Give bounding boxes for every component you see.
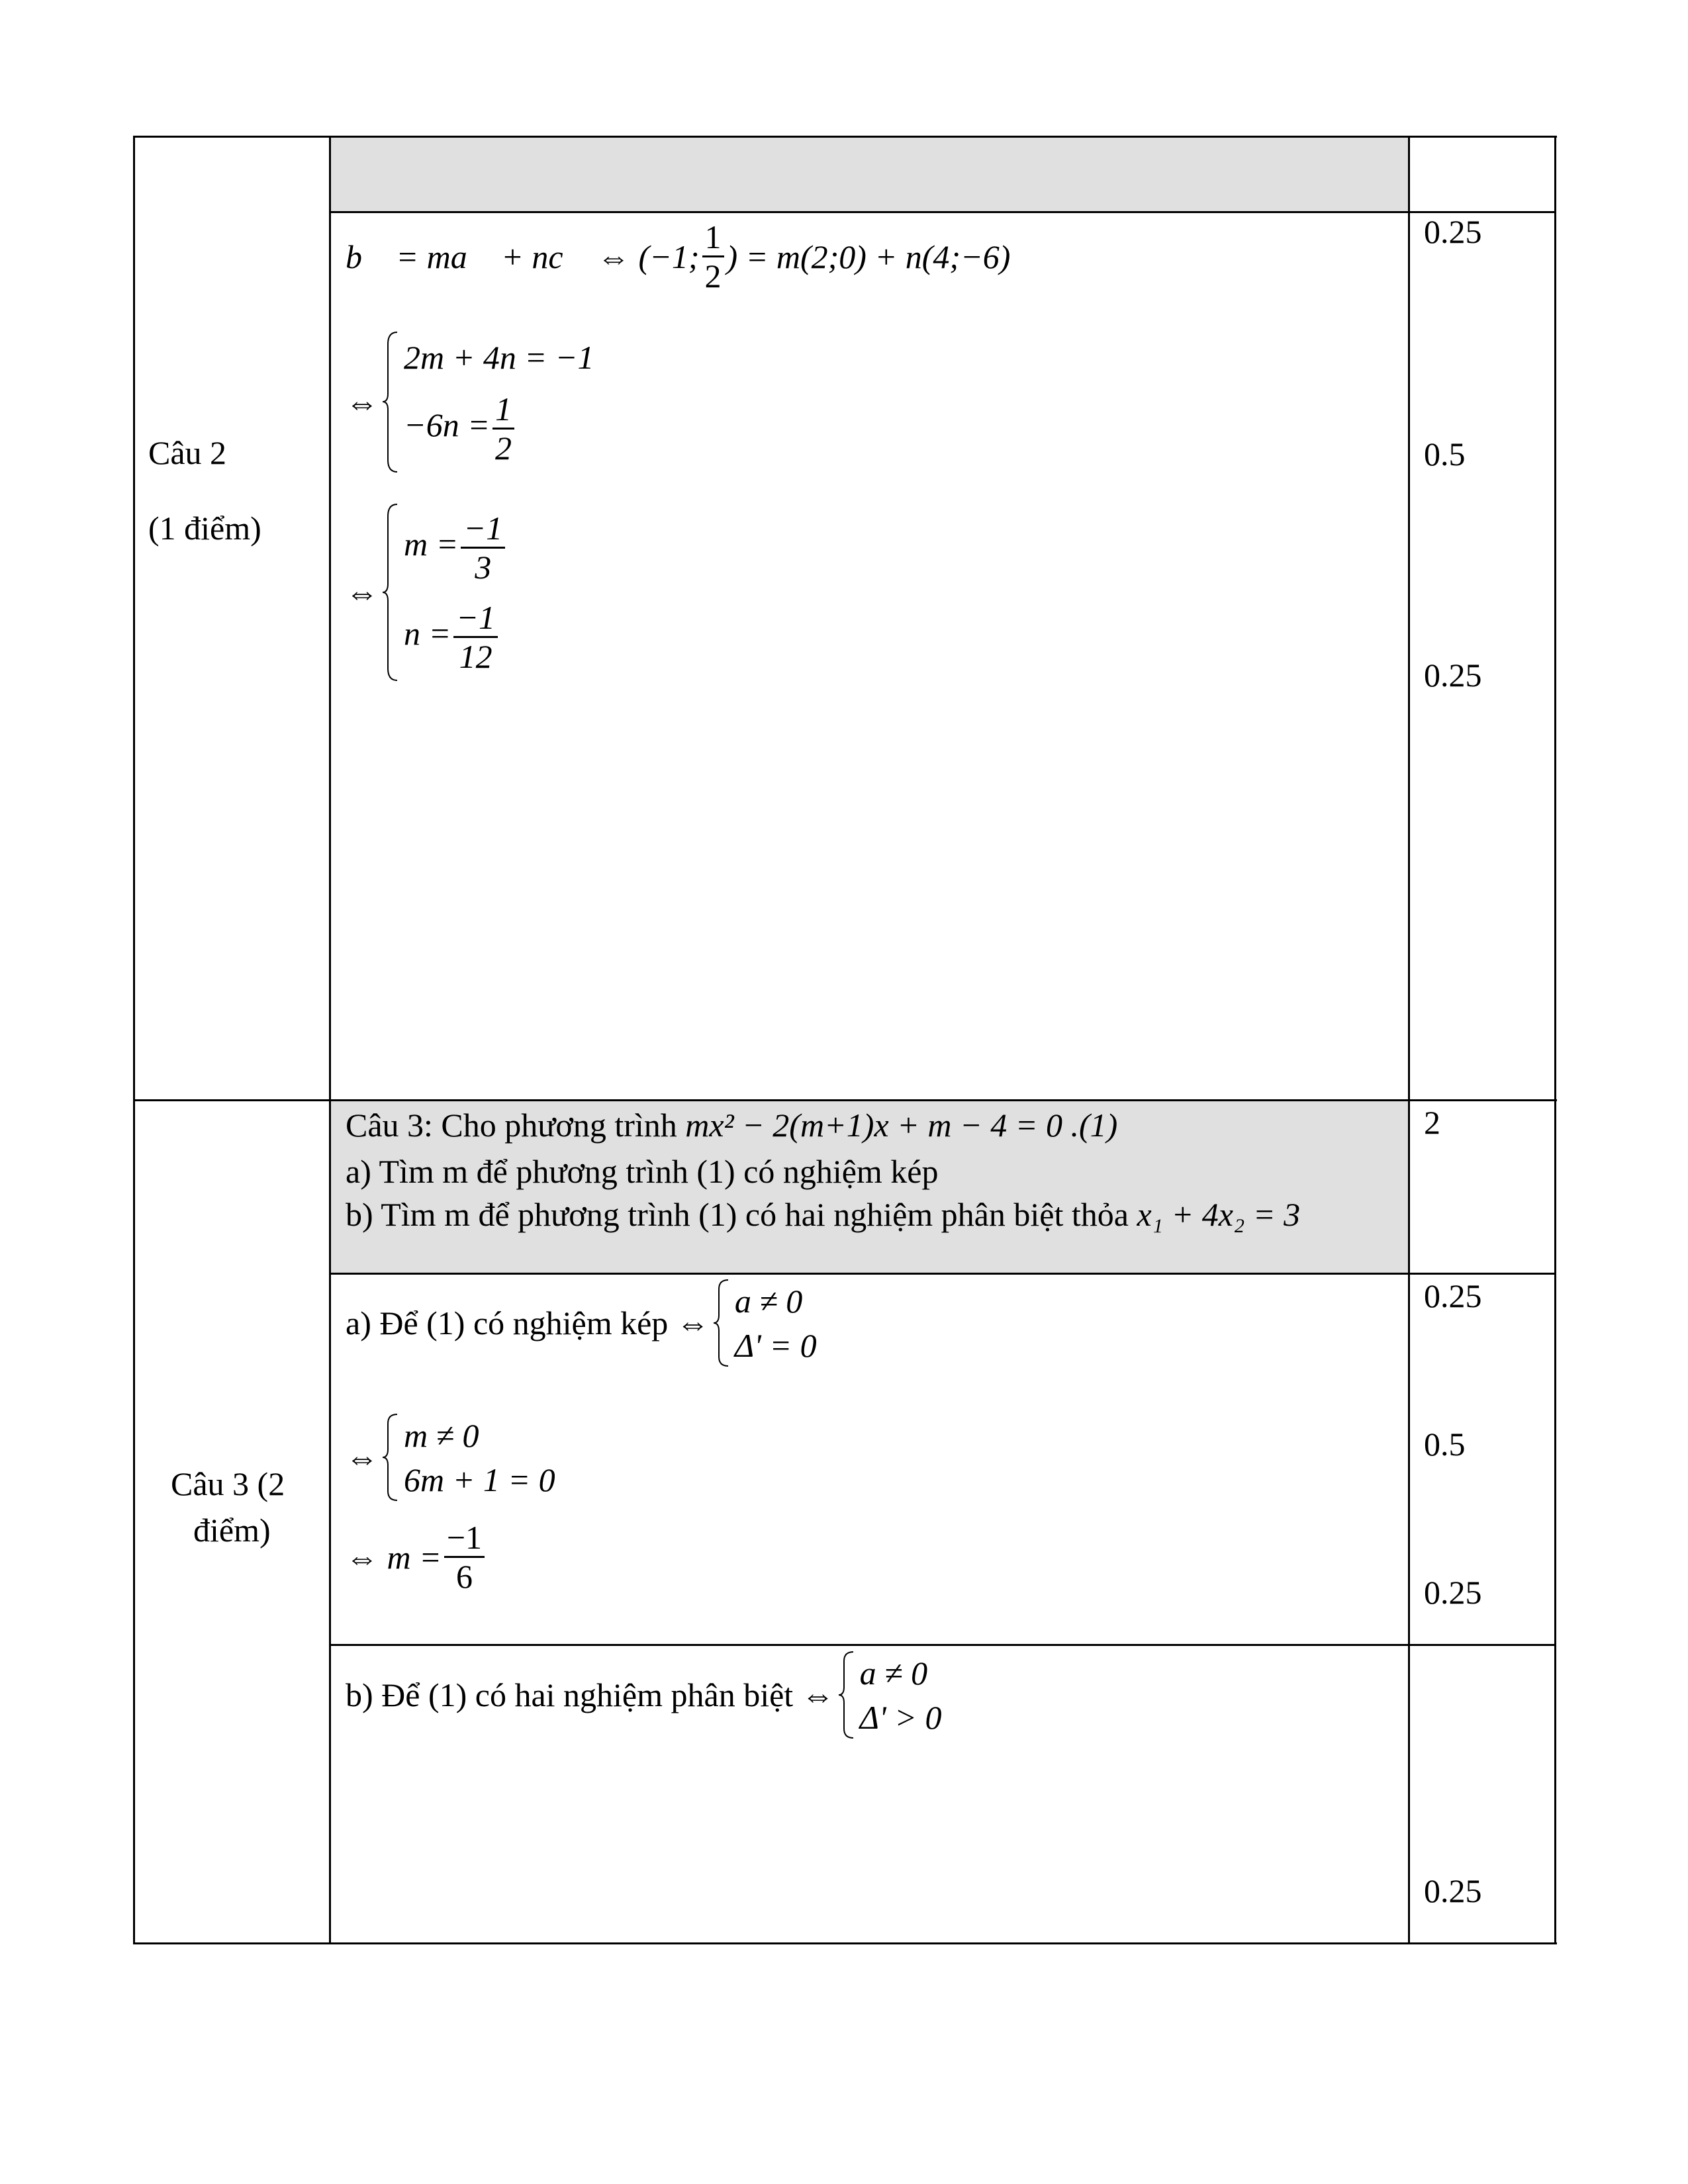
question-intro: Câu 3: Cho phương trình: [346, 1107, 677, 1144]
cau2-system-1: [346, 331, 594, 473]
system-row: a ≠ 0: [859, 1654, 928, 1692]
denominator: 2: [704, 257, 722, 295]
table-border-top: [134, 136, 1557, 138]
brace-icon: [712, 1279, 731, 1367]
brace-icon: [837, 1651, 856, 1739]
question-line-1: [346, 1105, 1117, 1145]
system-row: Δ' = 0: [734, 1326, 817, 1364]
row-divider: [330, 211, 1556, 213]
row-lhs: −6n =: [404, 406, 490, 443]
equation-rhs: ) = m(2;0) + n(4;−6): [726, 238, 1011, 275]
cau2-points: (1 điểm): [148, 510, 261, 547]
denominator: 6: [455, 1558, 473, 1595]
cau3-points: điểm): [193, 1512, 271, 1549]
numerator: 1: [492, 390, 514, 430]
header-shade-cau2: [330, 136, 1409, 212]
equivalence-arrow: ⇔: [346, 574, 379, 611]
row-divider: [330, 1273, 1556, 1275]
numerator: 1: [702, 218, 724, 257]
table-border-left: [133, 136, 135, 1944]
system-row: m ≠ 0: [404, 1416, 479, 1454]
cau2-system-2: [346, 503, 508, 682]
score: 0.25: [1424, 1872, 1482, 1909]
question-part-a: a) Tìm m để phương trình (1) có nghiệm kép: [346, 1153, 939, 1190]
equivalence-arrow: ⇔: [346, 1439, 379, 1476]
denominator: 2: [494, 430, 512, 467]
column-divider-2: [1408, 136, 1410, 1944]
cau3-label: Câu 3 (2: [171, 1465, 285, 1502]
row-divider: [134, 1099, 1557, 1101]
cau2-vector-equation: [346, 218, 1010, 295]
row-divider: [330, 1644, 1556, 1646]
score: 0.5: [1424, 1426, 1466, 1463]
part-a-condition: [346, 1279, 817, 1367]
score: 0.25: [1424, 1574, 1482, 1611]
table-border-bottom: [134, 1942, 1557, 1944]
fraction: [702, 218, 724, 295]
numerator: −1: [444, 1519, 485, 1558]
part-b-text: b) Để (1) có hai nghiệm phân biệt ⇔: [346, 1676, 835, 1713]
fraction: [492, 390, 514, 467]
system-row: [404, 599, 508, 675]
numerator: −1: [461, 510, 505, 549]
denominator: 3: [475, 549, 492, 586]
fraction: [444, 1519, 485, 1595]
system-row: Δ' > 0: [859, 1698, 942, 1736]
fraction: [453, 599, 498, 675]
final-lhs: ⇔ m =: [346, 1538, 442, 1576]
score: 0.25: [1424, 1277, 1482, 1314]
question-equation: mx² − 2(m+1)x + m − 4 = 0 .(1): [685, 1107, 1118, 1144]
score: 0.25: [1424, 213, 1482, 250]
equivalence-arrow: ⇔: [346, 383, 379, 421]
score: 0.25: [1424, 657, 1482, 694]
table-border-right: [1554, 136, 1556, 1944]
column-divider-1: [329, 136, 331, 1944]
system-row: 2m + 4n = −1: [404, 339, 594, 376]
part-b-condition: [346, 1651, 941, 1739]
part-a-system: [346, 1413, 555, 1502]
system-row: a ≠ 0: [734, 1282, 803, 1320]
numerator: −1: [453, 599, 498, 638]
system-row: [404, 510, 508, 586]
row-lhs: m =: [404, 525, 459, 563]
question-line-b: [346, 1195, 1300, 1234]
fraction: [461, 510, 505, 586]
question-part-b: b) Tìm m để phương trình (1) có hai nghiệm phân biệt thỏa: [346, 1196, 1129, 1233]
equation-lhs: b⃗ = ma⃗ + nc⃗ ⇔ (−1;: [346, 238, 700, 275]
system-row: 6m + 1 = 0: [404, 1461, 555, 1498]
system-row: [404, 390, 594, 467]
brace-icon: [381, 1413, 400, 1502]
brace-icon: [381, 331, 400, 473]
score: 0.5: [1424, 435, 1466, 473]
part-a-text: a) Để (1) có nghiệm kép ⇔: [346, 1304, 710, 1342]
part-a-final: [346, 1519, 487, 1595]
cau2-label: Câu 2: [148, 434, 227, 471]
denominator: 12: [459, 638, 492, 675]
question-condition: x₁ + 4x₂ = 3: [1137, 1196, 1301, 1233]
row-lhs: n =: [404, 614, 451, 652]
score: 2: [1424, 1104, 1440, 1141]
brace-icon: [381, 503, 400, 682]
